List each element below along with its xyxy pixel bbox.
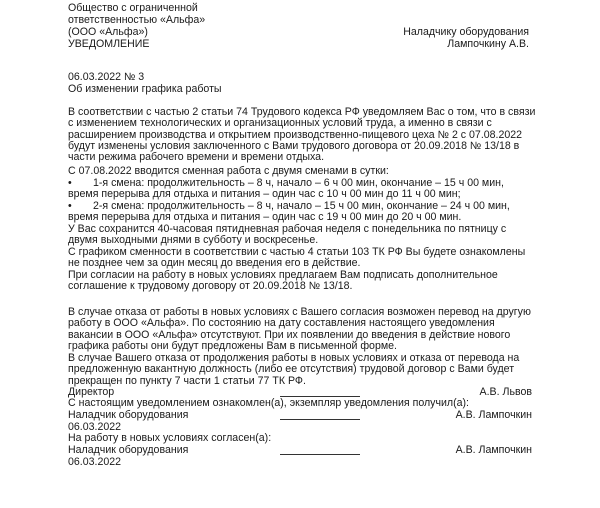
body-paragraph-3: У Вас сохранится 40-часовая пятидневная рабочая неделя с понедельника по пятницу с двумя выходными днями в субботу и воскресенье. <box>68 223 507 247</box>
consent-employee-name: А.В. Лампочкин <box>455 444 532 456</box>
consent-date: 06.03.2022 <box>68 456 122 468</box>
consent-text: На работу в новых условиях согласен(а): <box>68 432 272 444</box>
employee-name: А.В. Лампочкин <box>455 409 532 421</box>
director-name: А.В. Львов <box>479 386 532 398</box>
bullet-marker-2: • <box>68 200 72 212</box>
recipient-position: Наладчику оборудования <box>403 26 529 38</box>
document-subject: Об изменении графика работы <box>68 83 222 95</box>
employee-signature-line <box>280 419 360 420</box>
shift-1-description: 1-я смена: продолжительность – 8 ч, начало – 6 ч 00 мин, окончание – 15 ч 00 мин, время перерыва для отдыха и питания – один час с 10 ч 00 мин до 11 ч 00 мин; <box>68 177 504 201</box>
body-paragraph-6: В случае отказа от работы в новых условиях с Вашего согласия возможен перевод на другую работу в ООО «Альфа». По состоянию на дату составления настоящего уведомления вакансии в ООО «Альфа» отсутствуют. При их появлении до введения в действие нового графика работы они будут предложены Вам в письменной форме. <box>68 306 531 352</box>
acknowledgement-text: С настоящим уведомлением ознакомлен(а), экземпляр уведомления получил(а): <box>68 397 469 409</box>
body-paragraph-5: При согласии на работу в новых условиях предлагаем Вам подписать дополнительное соглашение к трудовому договору от 20.09.2018 № 13/18. <box>68 269 498 293</box>
director-title: Директор <box>68 386 115 398</box>
body-paragraph-1: В соответствии с частью 2 статьи 74 Трудового кодекса РФ уведомляем Вас о том, что в связи с изменением технологических и организационных условий труда, а именно в связи с расширением производства и открытием производственно-пищевого цеха № 2 с 07.08.2022 будут изменены условия заключенного с Вами трудового договора от 20.09.2018 № 13/18 в части режима рабочего времени и времени отдыха. <box>68 106 536 164</box>
document-date-number: 06.03.2022 № 3 <box>68 71 145 83</box>
bullet-marker-1: • <box>68 177 72 189</box>
body-paragraph-2: С 07.08.2022 вводится сменная работа с двумя сменами в сутки: <box>68 165 389 177</box>
consent-employee-title: Наладчик оборудования <box>68 444 189 456</box>
body-paragraph-4: С графиком сменности в соответствии с частью 4 статьи 103 ТК РФ Вы будете ознакомлены не позднее чем за один месяц до введения его в действие. <box>68 246 526 270</box>
acknowledgement-date: 06.03.2022 <box>68 421 122 433</box>
document-type-label: УВЕДОМЛЕНИЕ <box>68 38 150 50</box>
body-paragraph-7: В случае Вашего отказа от продолжения работы в новых условиях и отказа от перевода на предложенную вакантную должность (либо ее отсутствия) трудовой договор с Вами будет прекращен по пункту 7 части 1 статьи 77 ТК РФ. <box>68 352 520 387</box>
org-name-line-1: Общество с ограниченной <box>68 2 198 14</box>
employee-title: Наладчик оборудования <box>68 409 189 421</box>
shift-2-description: 2-я смена: продолжительность – 8 ч, начало – 15 ч 00 мин, окончание – 24 ч 00 мин, время перерыва для отдыха и питания – один час с 19 ч 00 мин до 20 ч 00 мин. <box>68 200 510 224</box>
recipient-name: Лампочкину А.В. <box>447 38 529 50</box>
org-name-line-2: ответственностью «Альфа» <box>68 14 206 26</box>
consent-signature-line <box>280 454 360 455</box>
org-name-line-3: (ООО «Альфа») <box>68 26 148 38</box>
